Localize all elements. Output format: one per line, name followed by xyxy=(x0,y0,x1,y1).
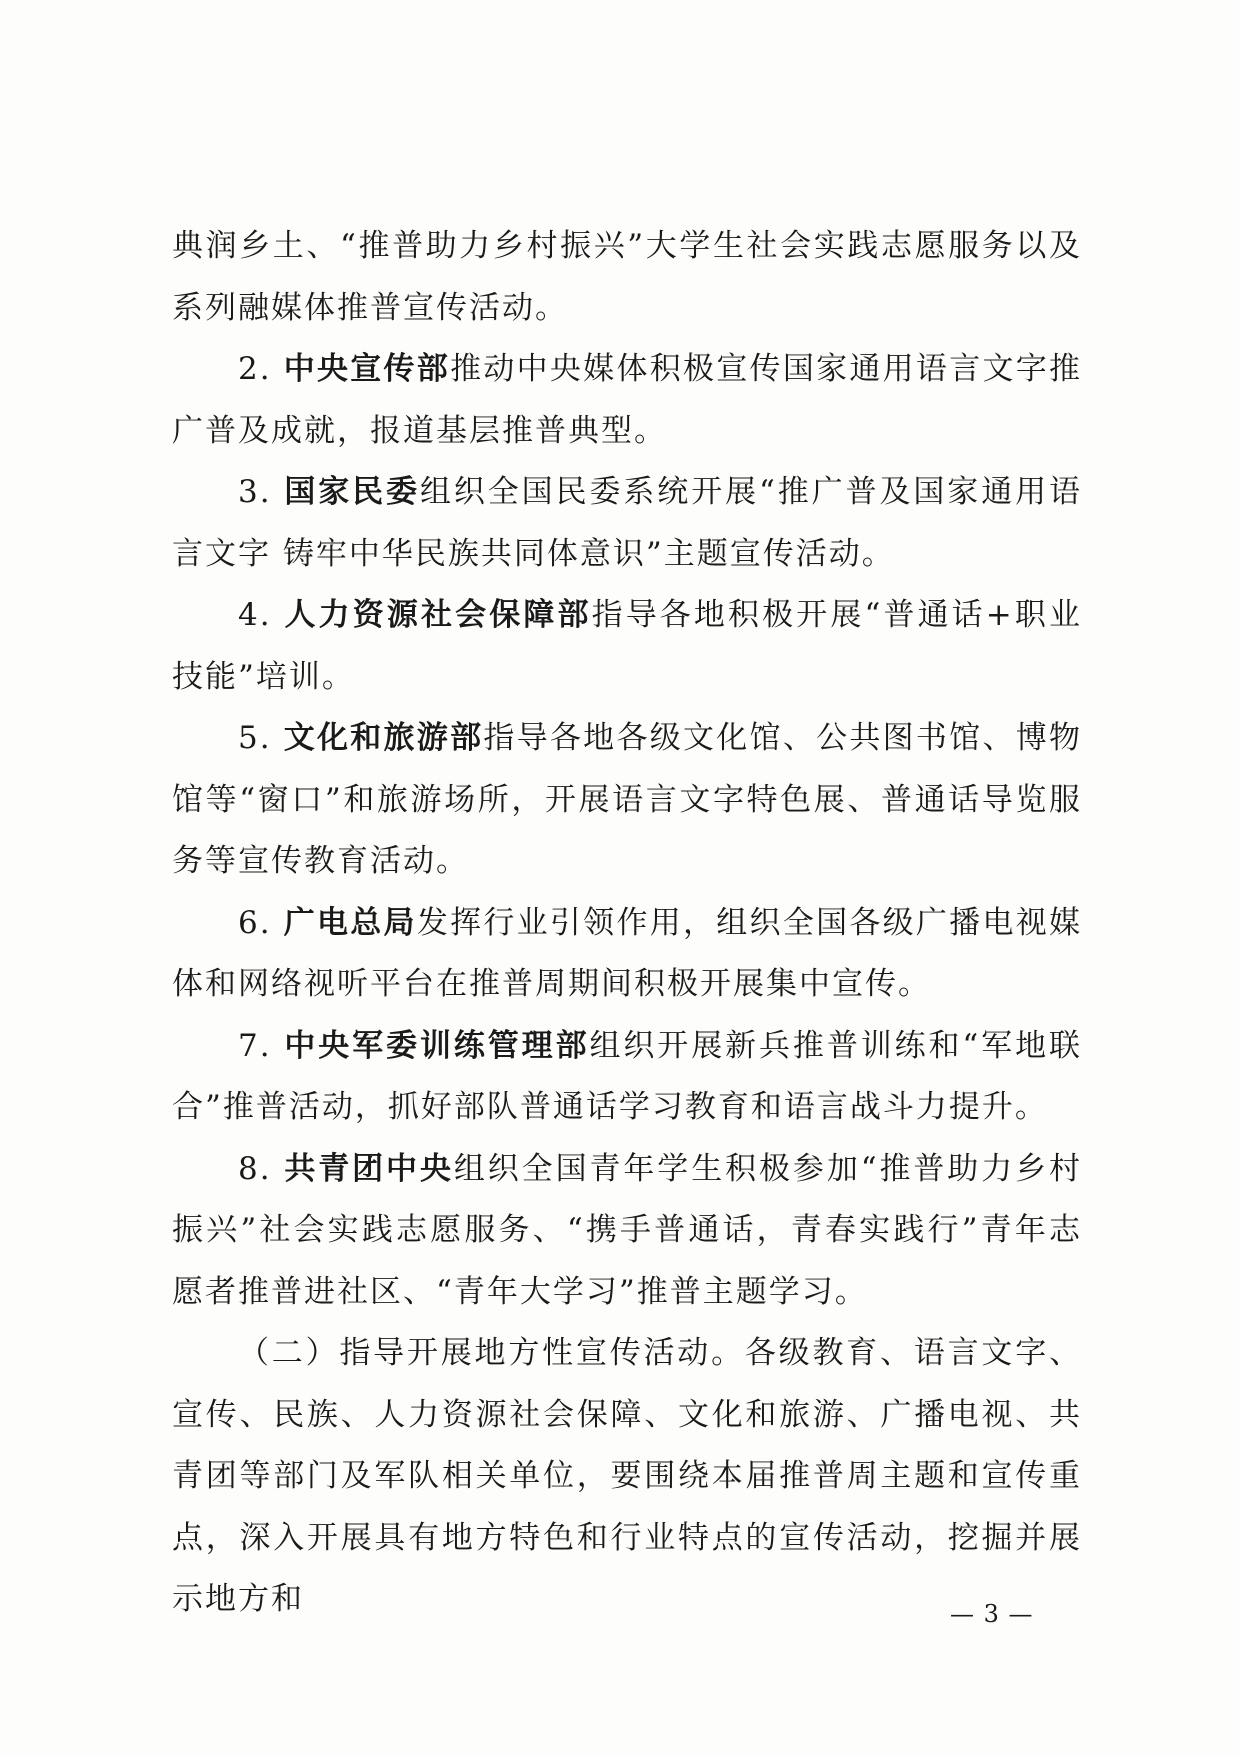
item-4-paragraph xyxy=(172,585,1082,708)
item-2-number: 2. xyxy=(238,351,284,387)
item-8-number: 8. xyxy=(238,1150,285,1187)
item-6-number: 6. xyxy=(238,904,284,941)
section-2-paragraph: （二）指导开展地方性宣传活动。各级教育、语言文字、宣传、民族、人力资源社会保障、文化和旅游、广播电视、共青团等部门及军队相关单位，要围绕本届推普周主题和宣传重点，深入开展具有地方特色和行业特点的宣传活动，挖掘并展示地方和 xyxy=(172,1335,1082,1617)
item-7-text: 组织开展新兵推普训练和“军地联合”推普活动，抓好部队普通话学习教育和语言战斗力提升。 xyxy=(172,1027,1082,1125)
item-2-department: 中央宣传部 xyxy=(283,351,451,387)
item-2-paragraph xyxy=(172,339,1082,462)
item-8-department: 共青团中央 xyxy=(284,1150,454,1187)
item-6-text: 发挥行业引领作用，组织全国各级广播电视媒体和网络视听平台在推普周期间积极开展集中宣传。 xyxy=(172,904,1083,1002)
item-5-text: 指导各地各级文化馆、公共图书馆、博物馆等“窗口”和旅游场所，开展语言文字特色展、普通话导览服务等宣传教育活动。 xyxy=(172,720,1083,879)
item-7-paragraph xyxy=(172,1016,1082,1139)
item-8-paragraph xyxy=(172,1139,1082,1324)
item-4-department: 人力资源社会保障部 xyxy=(284,597,592,633)
item-6-paragraph xyxy=(172,893,1082,1016)
item-5-paragraph xyxy=(172,708,1082,893)
item-3-paragraph xyxy=(172,462,1082,585)
item-5-number: 5. xyxy=(238,720,284,756)
item-7-number: 7. xyxy=(238,1027,285,1064)
document-body xyxy=(172,216,1082,1631)
item-3-number: 3. xyxy=(238,474,285,510)
item-4-number: 4. xyxy=(238,597,285,633)
page-number: — 3 — xyxy=(950,1600,1034,1628)
item-3-text: 组织全国民委系统开展“推广普及国家通用语言文字 铸牢中华民族共同体意识”主题宣传活动。 xyxy=(172,474,1082,572)
item-8-text: 组织全国青年学生积极参加“推普助力乡村振兴”社会实践志愿服务、“携手普通话，青春实践行”青年志愿者推普进社区、“青年大学习”推普主题学习。 xyxy=(172,1150,1082,1310)
item-4-text: 指导各地积极开展“普通话+职业技能”培训。 xyxy=(172,597,1082,695)
item-6-department: 广电总局 xyxy=(283,904,417,941)
item-2-text: 推动中央媒体积极宣传国家通用语言文字推广普及成就，报道基层推普典型。 xyxy=(172,351,1083,449)
item-3-department: 国家民委 xyxy=(284,474,420,510)
item-5-department: 文化和旅游部 xyxy=(283,720,484,756)
item-7-department: 中央军委训练管理部 xyxy=(284,1027,590,1064)
intro-paragraph: 典润乡土、“推普助力乡村振兴”大学生社会实践志愿服务以及系列融媒体推普宣传活动。 xyxy=(172,228,1082,326)
